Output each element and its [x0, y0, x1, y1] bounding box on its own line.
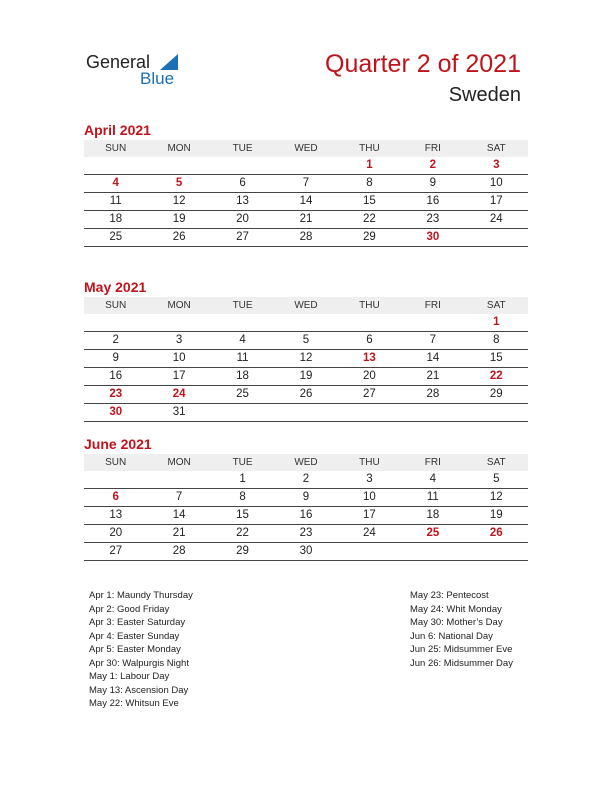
day-cell: 27	[363, 388, 376, 400]
month-calendar-april	[84, 122, 528, 247]
day-cell	[338, 543, 401, 560]
weekday-label: TUE	[232, 143, 253, 154]
weekday-label: TUE	[232, 300, 253, 311]
day-cell: 28	[299, 231, 313, 243]
holiday-note: May 22: Whitsun Eve	[89, 698, 179, 709]
day-cell	[211, 314, 274, 331]
day-cell: 17	[172, 370, 186, 382]
week-row	[84, 229, 528, 247]
week-row	[84, 350, 528, 368]
holiday-day-cell: 24	[172, 388, 186, 400]
month-title: April 2021	[84, 122, 151, 138]
day-cell	[84, 157, 147, 174]
week-row	[84, 211, 528, 229]
day-cell: 20	[109, 527, 123, 539]
day-cell	[401, 404, 464, 421]
day-cell: 22	[236, 527, 249, 539]
holiday-note: May 13: Ascension Day	[89, 684, 189, 696]
day-cell: 4	[429, 473, 437, 485]
day-cell: 29	[489, 388, 503, 400]
holiday-note: Jun 26: Midsummer Day	[410, 657, 513, 669]
day-cell: 25	[109, 231, 123, 243]
day-cell	[147, 471, 210, 488]
holiday-note: Apr 5: Easter Monday	[89, 644, 181, 655]
day-cell	[211, 157, 274, 174]
day-cell: 13	[109, 509, 123, 521]
weekday-header	[84, 454, 528, 471]
holiday-day-cell: 25	[426, 527, 440, 539]
holiday-list-left	[89, 589, 193, 711]
holiday-note: May 1: Labour Day	[89, 671, 170, 682]
day-cell: 29	[363, 231, 376, 243]
week-row	[84, 175, 528, 193]
day-cell: 8	[493, 334, 500, 346]
day-cell: 24	[363, 527, 376, 539]
weekday-label: SAT	[486, 457, 506, 468]
day-cell: 14	[299, 195, 313, 207]
holiday-note: May 23: Pentecost	[410, 590, 489, 601]
day-cell: 18	[426, 509, 440, 521]
weekday-label: SUN	[105, 300, 127, 311]
day-cell: 21	[426, 370, 440, 382]
weekday-label: WED	[294, 143, 318, 154]
holiday-note: May 30: Mother’s Day	[410, 617, 503, 628]
day-cell	[338, 404, 401, 421]
week-row	[84, 471, 528, 489]
day-cell: 13	[236, 195, 249, 207]
day-cell	[465, 543, 528, 560]
day-cell: 9	[429, 177, 437, 189]
week-row	[84, 507, 528, 525]
day-cell	[465, 229, 528, 246]
holiday-note: Apr 30: Walpurgis Night	[89, 657, 189, 669]
day-cell: 11	[426, 491, 439, 503]
weekday-label: THU	[359, 143, 380, 154]
holiday-day-cell: 26	[489, 527, 503, 539]
day-cell: 6	[239, 177, 246, 189]
week-row	[84, 157, 528, 175]
day-cell: 19	[489, 509, 503, 521]
day-cell: 22	[363, 213, 376, 225]
weekday-label: MON	[167, 457, 191, 468]
holiday-note: Apr 2: Good Friday	[89, 603, 170, 615]
holiday-day-cell: 1	[493, 316, 500, 328]
logo-triangle-icon	[160, 54, 178, 70]
day-cell: 1	[239, 473, 246, 485]
holiday-day-cell: 4	[112, 177, 119, 189]
month-title: May 2021	[84, 279, 147, 295]
holiday-day-cell: 1	[366, 159, 373, 171]
day-cell	[338, 314, 401, 331]
day-cell: 3	[366, 473, 373, 485]
weekday-header	[84, 297, 528, 314]
day-cell: 20	[363, 370, 376, 382]
day-cell: 15	[363, 195, 376, 207]
holiday-day-cell: 5	[175, 177, 183, 189]
day-cell	[401, 543, 464, 560]
day-cell: 8	[366, 177, 373, 189]
holiday-note: May 24: Whit Monday	[410, 603, 502, 615]
day-cell: 21	[172, 527, 186, 539]
day-cell: 24	[489, 213, 503, 225]
logo-blue-text: Blue	[140, 69, 175, 88]
week-row	[84, 543, 528, 561]
day-cell: 16	[109, 370, 123, 382]
day-cell: 25	[236, 388, 249, 400]
day-cell: 15	[489, 352, 503, 364]
day-cell: 11	[109, 195, 122, 207]
day-cell	[274, 404, 337, 421]
day-cell: 20	[236, 213, 249, 225]
weekday-label: MON	[167, 143, 191, 154]
logo-general-text: General	[86, 52, 151, 72]
week-row	[84, 404, 528, 422]
holiday-note: Jun 25: Midsummer Eve	[410, 644, 513, 655]
day-cell: 27	[236, 231, 249, 243]
day-cell: 26	[172, 231, 186, 243]
holiday-note: Apr 3: Easter Saturday	[89, 617, 186, 628]
day-cell	[147, 157, 210, 174]
day-cell	[84, 471, 147, 488]
holiday-day-cell: 6	[112, 491, 119, 503]
day-cell: 29	[236, 545, 249, 557]
holiday-day-cell: 13	[363, 352, 376, 364]
week-row	[84, 193, 528, 211]
day-cell	[465, 404, 528, 421]
day-cell: 7	[429, 334, 437, 346]
day-cell: 9	[302, 491, 310, 503]
day-cell: 23	[299, 527, 313, 539]
weekday-label: FRI	[424, 143, 441, 154]
week-row	[84, 525, 528, 543]
weekday-label: FRI	[424, 300, 441, 311]
day-cell: 5	[302, 334, 310, 346]
holiday-note: Apr 4: Easter Sunday	[89, 630, 180, 642]
holiday-day-cell: 30	[426, 231, 440, 243]
weekday-label: THU	[359, 457, 380, 468]
holiday-note: Apr 1: Maundy Thursday	[89, 590, 193, 601]
day-cell: 26	[299, 388, 313, 400]
weekday-label: SAT	[486, 143, 506, 154]
day-cell: 12	[489, 491, 503, 503]
day-cell: 11	[236, 352, 249, 364]
holiday-day-cell: 22	[489, 370, 503, 382]
day-cell: 7	[302, 177, 310, 189]
weekday-label: TUE	[232, 457, 253, 468]
day-cell: 27	[109, 545, 123, 557]
day-cell: 12	[299, 352, 313, 364]
weekday-header	[84, 140, 528, 157]
day-cell: 10	[363, 491, 376, 503]
week-row	[84, 314, 528, 332]
day-cell: 5	[493, 473, 500, 485]
day-cell: 12	[172, 195, 186, 207]
day-cell: 31	[172, 406, 186, 418]
day-cell: 4	[239, 334, 246, 346]
day-cell: 9	[112, 352, 119, 364]
holiday-day-cell: 2	[429, 159, 437, 171]
day-cell: 23	[426, 213, 440, 225]
month-calendar-may	[84, 279, 528, 422]
day-cell: 16	[299, 509, 313, 521]
weekday-label: THU	[359, 300, 380, 311]
weekday-label: WED	[294, 457, 318, 468]
holiday-day-cell: 3	[493, 159, 500, 171]
day-cell	[147, 314, 210, 331]
day-cell: 16	[426, 195, 440, 207]
weekday-label: SUN	[105, 143, 127, 154]
weekday-label: MON	[167, 300, 191, 311]
day-cell: 19	[172, 213, 186, 225]
day-cell: 18	[236, 370, 249, 382]
week-row	[84, 368, 528, 386]
day-cell: 3	[175, 334, 183, 346]
day-cell: 14	[172, 509, 186, 521]
weekday-label: FRI	[424, 457, 441, 468]
day-cell	[211, 404, 274, 421]
day-cell: 28	[426, 388, 440, 400]
day-cell: 19	[299, 370, 313, 382]
holiday-list-right	[410, 589, 513, 670]
month-calendar-june	[84, 436, 528, 561]
month-title: June 2021	[84, 436, 152, 452]
day-cell: 17	[363, 509, 376, 521]
weekday-label: SUN	[105, 457, 127, 468]
holiday-note: Jun 6: National Day	[410, 630, 493, 642]
day-cell: 30	[299, 545, 313, 557]
holiday-day-cell: 23	[109, 388, 123, 400]
day-cell: 14	[426, 352, 440, 364]
day-cell: 15	[236, 509, 249, 521]
holiday-day-cell: 30	[109, 406, 123, 418]
week-row	[84, 332, 528, 350]
day-cell: 8	[239, 491, 246, 503]
day-cell	[401, 314, 464, 331]
day-cell: 17	[489, 195, 503, 207]
day-cell: 28	[172, 545, 186, 557]
day-cell: 7	[175, 491, 183, 503]
week-row	[84, 489, 528, 507]
day-cell: 2	[112, 334, 119, 346]
day-cell: 10	[172, 352, 186, 364]
country-name: Sweden	[448, 84, 521, 106]
weekday-label: SAT	[486, 300, 506, 311]
day-cell: 6	[366, 334, 373, 346]
day-cell	[274, 314, 337, 331]
day-cell: 10	[489, 177, 503, 189]
day-cell	[274, 157, 337, 174]
page-title: Quarter 2 of 2021	[325, 50, 521, 78]
logo	[86, 52, 186, 92]
day-cell: 21	[299, 213, 313, 225]
weekday-label: WED	[294, 300, 318, 311]
day-cell: 2	[302, 473, 310, 485]
day-cell: 18	[109, 213, 123, 225]
week-row	[84, 386, 528, 404]
day-cell	[84, 314, 147, 331]
